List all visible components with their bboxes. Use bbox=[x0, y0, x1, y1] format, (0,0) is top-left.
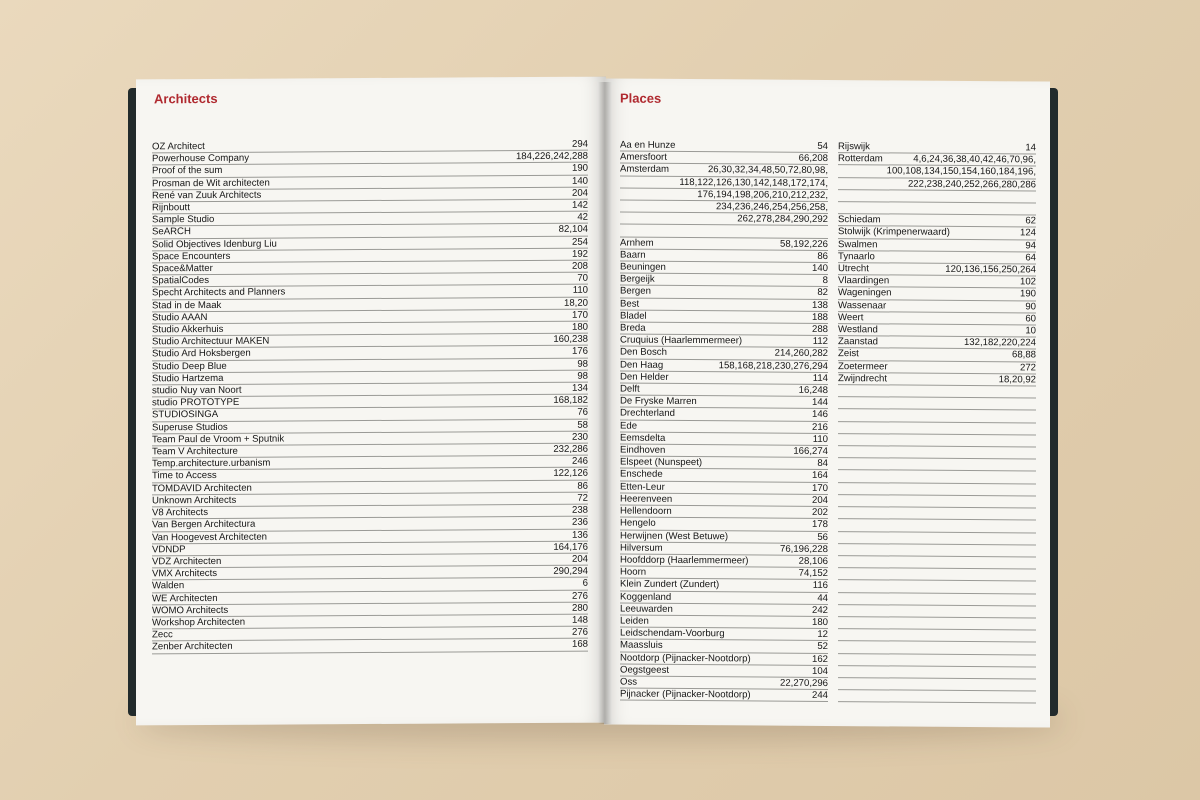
index-entry-pages: 230 bbox=[571, 431, 588, 443]
index-entry-name: Den Helder bbox=[620, 371, 669, 383]
index-entry-name: V8 Architects bbox=[152, 507, 208, 519]
index-entry-name: Pijnacker (Pijnacker-Nootdorp) bbox=[620, 688, 751, 701]
index-entry-pages: 12 bbox=[817, 629, 828, 641]
index-entry-pages: 176,194,198,206,210,212,232, bbox=[697, 188, 828, 201]
index-entry-pages: 86 bbox=[577, 480, 588, 492]
index-entry-pages: 82 bbox=[817, 287, 828, 299]
index-entry-name bbox=[620, 213, 623, 224]
index-entry-pages: 148 bbox=[571, 614, 588, 626]
index-entry-pages: 118,122,126,130,142,148,172,174, bbox=[679, 176, 828, 189]
index-entry-pages: 52 bbox=[817, 641, 828, 653]
index-entry-pages: 184,226,242,288 bbox=[515, 150, 588, 163]
index-entry-pages: 22,270,296 bbox=[779, 677, 828, 689]
index-entry-name: Rijswijk bbox=[838, 141, 870, 153]
index-entry-name: Oegstgeest bbox=[620, 664, 670, 676]
index-entry-pages: 134 bbox=[571, 382, 588, 394]
index-entry-name: studio Nuy van Noort bbox=[152, 384, 242, 397]
index-entry-name: SeARCH bbox=[152, 226, 191, 238]
index-entry-name: Wassenaar bbox=[838, 299, 887, 312]
index-entry-pages: 146 bbox=[811, 409, 828, 421]
index-entry-name: René van Zuuk Architects bbox=[152, 189, 262, 202]
index-entry-pages: 166,274 bbox=[793, 445, 828, 458]
index-entry-pages: 140 bbox=[811, 262, 828, 275]
index-entry-name: Wageningen bbox=[838, 287, 892, 299]
index-entry-pages: 190 bbox=[571, 163, 588, 175]
index-entry-name bbox=[620, 188, 623, 199]
index-entry-name: Breda bbox=[620, 322, 646, 334]
index-entry-pages: 28,106 bbox=[798, 555, 828, 567]
index-entry-pages: 276 bbox=[571, 590, 588, 602]
index-entry-pages: 60 bbox=[1025, 313, 1036, 325]
index-entry-pages: 6 bbox=[582, 577, 588, 590]
index-entry-pages: 76 bbox=[577, 407, 588, 419]
index-entry-name bbox=[838, 202, 841, 213]
index-entry-name: Van Hoogevest Architecten bbox=[152, 531, 268, 543]
empty-rule-spacer bbox=[838, 629, 841, 640]
index-entry-name: Sample Studio bbox=[152, 214, 215, 226]
index-entry-name bbox=[838, 165, 841, 176]
index-entry-pages: 42 bbox=[577, 211, 588, 223]
index-entry-name: Heerenveen bbox=[620, 493, 673, 505]
index-entry-pages: 90 bbox=[1025, 301, 1036, 313]
index-entry-pages: 216 bbox=[811, 421, 828, 433]
index-entry-name: Prosman de Wit architecten bbox=[152, 177, 270, 189]
index-entry-pages: 58 bbox=[577, 419, 588, 431]
index-entry-pages: 68,88 bbox=[1011, 349, 1036, 361]
index-entry-pages: 56 bbox=[817, 531, 828, 543]
index-entry-pages: 204 bbox=[571, 553, 588, 565]
index-entry-pages: 98 bbox=[577, 358, 588, 370]
place-entry bbox=[620, 689, 828, 703]
index-entry-name bbox=[838, 178, 841, 189]
index-entry-pages: 288 bbox=[811, 323, 828, 336]
empty-rule-spacer bbox=[838, 593, 841, 604]
index-entry-pages: 44 bbox=[817, 592, 828, 604]
index-entry-pages: 8 bbox=[822, 275, 828, 287]
index-entry-pages: 164,176 bbox=[553, 541, 588, 553]
empty-rule-spacer bbox=[838, 434, 841, 445]
index-entry-pages: 4,6,24,36,38,40,42,46,70,96, bbox=[913, 153, 1036, 166]
index-entry-pages: 222,238,240,252,266,280,286 bbox=[907, 178, 1036, 191]
empty-rule-spacer bbox=[838, 690, 841, 701]
empty-rule-spacer bbox=[838, 556, 841, 567]
index-entry-pages: 204 bbox=[811, 494, 828, 506]
index-entry-name: Solid Objectives Idenburg Liu bbox=[152, 238, 277, 250]
index-entry-name: Studio Hartzema bbox=[152, 372, 224, 385]
index-entry-pages: 18,20,92 bbox=[998, 374, 1036, 386]
index-entry-name bbox=[620, 176, 623, 187]
index-entry-name: Hilversum bbox=[620, 542, 663, 554]
index-entry-pages: 164 bbox=[811, 470, 828, 482]
index-entry-pages: 190 bbox=[1019, 288, 1036, 300]
empty-rule-spacer bbox=[838, 605, 841, 616]
architects-index bbox=[152, 139, 588, 654]
index-entry-name: Zoetermeer bbox=[838, 360, 888, 373]
empty-rule-spacer bbox=[838, 495, 841, 506]
index-entry-name: Vlaardingen bbox=[838, 275, 890, 287]
index-entry-name: De Fryske Marren bbox=[620, 395, 697, 408]
empty-rule-spacer bbox=[838, 422, 841, 433]
index-entry-name: WE Architecten bbox=[152, 592, 218, 604]
empty-rule-spacer bbox=[838, 580, 841, 591]
index-entry-name: Leeuwarden bbox=[620, 603, 673, 615]
empty-rule-spacer bbox=[838, 654, 841, 665]
index-entry-pages: 272 bbox=[1019, 362, 1036, 374]
index-entry-name: Team V Architecture bbox=[152, 445, 238, 458]
index-entry-pages: 14 bbox=[1025, 142, 1036, 154]
index-entry-name: Den Bosch bbox=[620, 347, 667, 359]
index-entry-name: Walden bbox=[152, 580, 185, 592]
index-entry-name: Specht Architects and Planners bbox=[152, 286, 286, 299]
index-entry-name: Time to Access bbox=[152, 470, 217, 482]
index-entry-name: Space Encounters bbox=[152, 250, 231, 263]
index-entry-pages: 98 bbox=[577, 370, 588, 382]
index-entry-name: Zaanstad bbox=[838, 336, 879, 348]
index-entry-name: Bergeijk bbox=[620, 273, 655, 286]
index-entry-name: Drechterland bbox=[620, 408, 675, 420]
index-entry-pages: 110 bbox=[812, 433, 828, 445]
index-entry-name: Leiden bbox=[620, 615, 649, 627]
index-entry-pages: 102 bbox=[1019, 276, 1036, 288]
index-entry-pages: 82,104 bbox=[558, 224, 588, 236]
index-entry-pages: 202 bbox=[811, 506, 828, 519]
empty-rule-spacer bbox=[838, 385, 841, 396]
index-entry-pages: 86 bbox=[817, 250, 828, 262]
index-entry-pages: 112 bbox=[812, 336, 828, 348]
index-entry-pages: 58,192,226 bbox=[779, 238, 828, 250]
index-entry-name: Westland bbox=[838, 324, 878, 336]
index-entry-name: Elspeet (Nunspeet) bbox=[620, 456, 703, 469]
empty-rule-spacer bbox=[838, 678, 841, 689]
index-entry-pages: 66,208 bbox=[798, 153, 828, 165]
index-entry-pages: 72 bbox=[577, 492, 588, 504]
index-entry-name: Best bbox=[620, 298, 640, 310]
index-entry-name: Zwijndrecht bbox=[838, 372, 888, 385]
index-entry-pages: 204 bbox=[571, 187, 588, 199]
index-entry-name: Klein Zundert (Zundert) bbox=[620, 578, 720, 591]
index-entry-name: Eindhoven bbox=[620, 444, 666, 456]
index-entry-name: Rijnboutt bbox=[152, 202, 190, 214]
index-entry-name: Swalmen bbox=[838, 238, 878, 250]
index-entry-name: Zecc bbox=[152, 629, 173, 641]
index-entry-name: Weert bbox=[838, 311, 864, 324]
index-entry-pages: 244 bbox=[811, 690, 828, 702]
places-index-column-2 bbox=[838, 141, 1036, 704]
index-entry-name: Amersfoort bbox=[620, 151, 667, 164]
index-entry-name: Baarn bbox=[620, 249, 646, 261]
architect-entry bbox=[152, 639, 588, 654]
empty-rule-spacer bbox=[838, 458, 841, 469]
index-entry-pages: 54 bbox=[817, 140, 828, 153]
index-entry-name: Stad in de Maak bbox=[152, 299, 222, 311]
index-entry-name: VMX Architects bbox=[152, 568, 218, 580]
empty-rule-spacer bbox=[838, 544, 841, 555]
index-entry-pages: 214,260,282 bbox=[774, 348, 828, 360]
index-entry-pages: 64 bbox=[1025, 252, 1036, 264]
index-entry-name: Hengelo bbox=[620, 517, 656, 530]
index-entry-name: Temp.architecture.urbanism bbox=[152, 457, 271, 470]
empty-rule-spacer bbox=[838, 397, 841, 408]
index-entry-pages: 10 bbox=[1025, 325, 1036, 337]
index-entry-name: OZ Architect bbox=[152, 141, 205, 153]
index-entry-pages: 242 bbox=[811, 604, 828, 616]
index-entry-pages: 178 bbox=[811, 519, 828, 531]
right-page bbox=[604, 78, 1050, 727]
empty-rule-spacer bbox=[838, 532, 841, 543]
index-entry-pages: 162 bbox=[811, 653, 828, 665]
left-page bbox=[136, 77, 606, 726]
index-entry-pages: 124 bbox=[1019, 227, 1036, 239]
index-entry-pages: 170 bbox=[571, 309, 588, 321]
index-entry-pages: 180 bbox=[571, 321, 588, 333]
index-entry-pages: 232,286 bbox=[553, 443, 588, 455]
index-entry-pages: 276 bbox=[571, 626, 588, 638]
index-entry-name: Schiedam bbox=[838, 214, 881, 226]
empty-rule-spacer bbox=[838, 519, 841, 530]
index-entry-pages: 246 bbox=[571, 455, 588, 468]
index-entry-name: Arnhem bbox=[620, 237, 654, 249]
index-entry-pages: 254 bbox=[571, 236, 588, 248]
index-entry-name bbox=[620, 225, 623, 236]
index-entry-name: Workshop Architecten bbox=[152, 616, 246, 629]
index-entry-name: SpatialCodes bbox=[152, 275, 210, 287]
index-entry-pages: 176 bbox=[571, 346, 588, 358]
index-entry-pages: 294 bbox=[571, 138, 588, 150]
architects-heading: Architects bbox=[154, 90, 218, 107]
index-entry-name: Unknown Architects bbox=[152, 494, 237, 507]
index-entry-name: Space&Matter bbox=[152, 262, 213, 275]
index-entry-name: VDZ Architecten bbox=[152, 555, 222, 568]
empty-rule-spacer bbox=[838, 568, 841, 579]
index-entry-name: Studio Ard Hoksbergen bbox=[152, 348, 251, 360]
index-entry-pages: 192 bbox=[571, 248, 588, 260]
places-heading: Places bbox=[620, 90, 662, 106]
index-entry-name: STUDIOSINGA bbox=[152, 409, 219, 421]
index-entry-name: Studio AAAN bbox=[152, 311, 208, 324]
empty-rule-spacer bbox=[838, 666, 841, 677]
index-entry-pages: 160,238 bbox=[553, 333, 588, 346]
index-entry-pages: 236 bbox=[571, 516, 588, 529]
index-entry-pages: 84 bbox=[817, 458, 828, 470]
index-entry-name: VDNDP bbox=[152, 543, 186, 556]
index-entry-pages: 168 bbox=[571, 639, 588, 651]
index-entry-name bbox=[620, 201, 623, 212]
index-entry-name: Zeist bbox=[838, 348, 859, 360]
index-entry-pages: 290,294 bbox=[553, 565, 588, 577]
index-entry-name: Bladel bbox=[620, 310, 647, 322]
index-entry-pages: 62 bbox=[1025, 215, 1036, 227]
empty-rule-line bbox=[838, 690, 1036, 704]
index-entry-name: Koggenland bbox=[620, 591, 672, 603]
index-entry-pages: 208 bbox=[571, 260, 588, 272]
index-entry-pages: 132,182,220,224 bbox=[963, 337, 1036, 349]
index-entry-pages: 238 bbox=[571, 504, 588, 516]
index-entry-name: Bergen bbox=[620, 285, 651, 298]
index-entry-pages: 144 bbox=[811, 397, 828, 409]
index-entry-pages: 70 bbox=[577, 272, 588, 284]
index-entry-pages: 94 bbox=[1025, 240, 1036, 252]
index-entry-name: Etten-Leur bbox=[620, 481, 665, 493]
index-entry-pages: 18,20 bbox=[563, 297, 588, 309]
index-entry-name: Ede bbox=[620, 420, 638, 432]
index-entry-name: Hoorn bbox=[620, 566, 647, 578]
index-entry-name: Hoofddorp (Haarlemmermeer) bbox=[620, 554, 749, 567]
index-entry-pages: 180 bbox=[811, 616, 828, 628]
index-entry-pages: 262,278,284,290,292 bbox=[737, 213, 828, 226]
index-entry-name: Zenber Architecten bbox=[152, 641, 233, 653]
index-entry-name: Studio Architectuur MAKEN bbox=[152, 335, 270, 348]
index-entry-name: Stolwijk (Krimpenerwaard) bbox=[838, 226, 950, 239]
index-entry-name: Hellendoorn bbox=[620, 505, 672, 518]
index-entry-name: TOMDAVID Architecten bbox=[152, 482, 252, 495]
empty-rule-spacer bbox=[838, 446, 841, 457]
empty-rule-spacer bbox=[838, 617, 841, 628]
index-entry-name: Cruquius (Haarlemmermeer) bbox=[620, 334, 743, 347]
places-index-column-1 bbox=[620, 140, 828, 703]
index-entry-pages: 122,126 bbox=[553, 468, 588, 480]
empty-rule-spacer bbox=[838, 410, 841, 421]
index-entry-name: Nootdorp (Pijnacker-Nootdorp) bbox=[620, 652, 751, 664]
index-entry-pages: 74,152 bbox=[798, 567, 828, 580]
index-entry-name: Herwijnen (West Betuwe) bbox=[620, 530, 729, 542]
empty-rule-spacer bbox=[838, 471, 841, 482]
index-entry-name: Proof of the sum bbox=[152, 165, 223, 177]
index-entry-pages: 142 bbox=[571, 199, 588, 211]
index-entry-name: Superuse Studios bbox=[152, 421, 228, 434]
index-entry-name: Enschede bbox=[620, 469, 663, 481]
empty-rule-spacer bbox=[838, 507, 841, 518]
index-entry-pages: 138 bbox=[811, 299, 828, 311]
index-entry-name: studio PROTOTYPE bbox=[152, 397, 240, 409]
index-entry-name: Aa en Hunze bbox=[620, 139, 676, 151]
index-entry-name: Rotterdam bbox=[838, 153, 883, 165]
index-entry-pages: 110 bbox=[572, 285, 588, 297]
index-entry-name: Studio Akkerhuis bbox=[152, 323, 224, 336]
index-entry-pages: 170 bbox=[811, 482, 828, 494]
index-entry-pages: 104 bbox=[811, 665, 828, 677]
index-entry-pages: 116 bbox=[812, 580, 828, 592]
index-entry-pages: 120,136,156,250,264 bbox=[945, 263, 1036, 276]
index-entry-pages: 76,196,228 bbox=[779, 543, 828, 555]
index-entry-pages: 26,30,32,34,48,50,72,80,98, bbox=[707, 164, 828, 177]
index-entry-pages: 188 bbox=[811, 311, 828, 323]
index-entry-name bbox=[838, 190, 841, 201]
book-spine bbox=[598, 82, 612, 724]
empty-rule-spacer bbox=[838, 483, 841, 494]
index-entry-name: Eemsdelta bbox=[620, 432, 666, 444]
index-entry-name: Studio Deep Blue bbox=[152, 360, 227, 372]
empty-rule-spacer bbox=[838, 641, 841, 652]
index-entry-pages: 136 bbox=[571, 529, 588, 541]
index-entry-name: Leidschendam-Voorburg bbox=[620, 627, 725, 640]
index-entry-name: Oss bbox=[620, 676, 638, 688]
index-entry-name: Van Bergen Architectura bbox=[152, 519, 256, 531]
index-entry-name: Tynaarlo bbox=[838, 250, 875, 263]
index-entry-name: Powerhouse Company bbox=[152, 152, 250, 165]
index-entry-pages: 168,182 bbox=[553, 394, 588, 407]
index-entry-name: Beuningen bbox=[620, 261, 666, 273]
index-entry-name: Utrecht bbox=[838, 263, 869, 275]
index-entry-name: Delft bbox=[620, 383, 640, 395]
index-entry-pages: 234,236,246,254,256,258, bbox=[715, 201, 828, 214]
index-entry-pages: 280 bbox=[571, 602, 588, 614]
index-entry-name: Maassluis bbox=[620, 639, 663, 652]
index-entry-pages: 100,108,134,150,154,160,184,196, bbox=[886, 165, 1036, 178]
index-entry-name: Den Haag bbox=[620, 359, 664, 371]
index-entry-name: Team Paul de Vroom + Sputnik bbox=[152, 433, 285, 446]
index-entry-pages: 140 bbox=[571, 175, 588, 187]
index-entry-name: Amsterdam bbox=[620, 163, 670, 176]
index-entry-pages: 16,248 bbox=[798, 384, 828, 397]
index-entry-name: WOMO Architects bbox=[152, 604, 229, 617]
index-entry-pages: 114 bbox=[812, 372, 828, 384]
index-entry-pages: 158,168,218,230,276,294 bbox=[718, 359, 828, 372]
